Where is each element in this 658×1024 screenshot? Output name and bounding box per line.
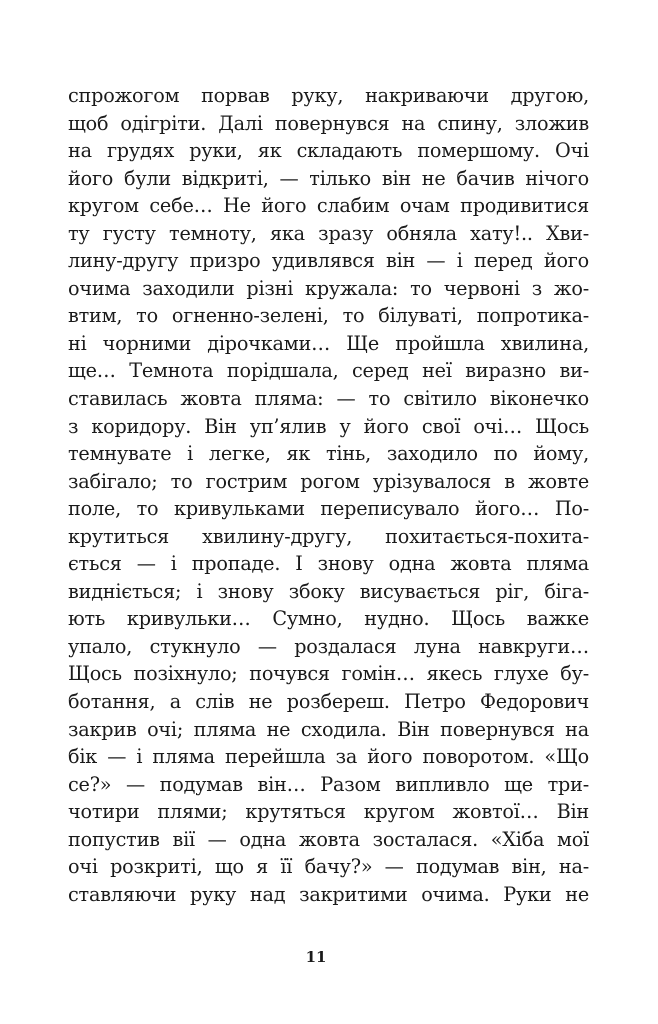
text-line: ні чорними дірочками… Ще пройшла хвилина, bbox=[68, 331, 589, 355]
text-line: очі розкриті, що я її бачу?» — подумав він, на- bbox=[68, 855, 589, 879]
text-line: закрив очі; пляма не сходила. Він повернувся на bbox=[68, 717, 589, 741]
text-line: кругом себе… Не його слабим очам продивитися bbox=[68, 194, 589, 218]
text-line: крутиться хвилину-другу, похитається-похита- bbox=[68, 524, 589, 548]
text-line: се?» — подумав він… Разом випливло ще три- bbox=[68, 772, 589, 796]
text-line: Щось позіхнуло; почувся гомін… якесь глухе бу- bbox=[68, 662, 589, 686]
text-line: видніється; і знову збоку висувається ріг, біга- bbox=[68, 579, 589, 603]
text-line: щоб одігріти. Далі повернувся на спину, зложив bbox=[68, 111, 589, 135]
text-line: бік — і пляма перейшла за його поворотом. «Що bbox=[68, 745, 589, 769]
text-line: ставилась жовта пляма: — то світило віконечко bbox=[68, 387, 589, 411]
text-line: очима заходили різні кружала: то червоні з жо- bbox=[68, 276, 589, 300]
text-line: ботання, а слів не розбереш. Петро Федорович bbox=[68, 690, 589, 714]
text-line: спрожогом порвав руку, накриваючи другою, bbox=[68, 84, 589, 107]
text-line: ставляючи руку над закритими очима. Руки не bbox=[68, 882, 589, 906]
text-line: упало, стукнуло — роздалася луна навкруги… bbox=[68, 634, 589, 658]
text-line: темнувате і легке, як тінь, заходило по йому, bbox=[68, 442, 589, 466]
text-line: лину-другу призро удивлявся він — і перед його bbox=[68, 249, 589, 273]
text-line: з коридору. Він уп’ялив у його свої очі… Щось bbox=[68, 414, 589, 438]
text-line: ще… Темнота порідшала, серед неї виразно ви- bbox=[68, 359, 589, 383]
text-line: чотири плями; крутяться кругом жовтої… Він bbox=[68, 800, 589, 824]
text-line: втим, то огненно-зелені, то білуваті, попротика- bbox=[68, 304, 589, 328]
text-line: попустив вії — одна жовта зосталася. «Хіба мої bbox=[68, 827, 589, 851]
text-line: ють кривульки… Сумно, нудно. Щось важке bbox=[68, 607, 589, 631]
text-line: поле, то кривульками переписувало його… По- bbox=[68, 497, 589, 521]
text-line: забігало; то гострим рогом урізувалося в жовте bbox=[68, 469, 589, 493]
text-line: на грудях руки, як складають помершому. Очі bbox=[68, 139, 589, 163]
body-text bbox=[68, 82, 589, 908]
text-line: ється — і пропаде. І знову одна жовта пляма bbox=[68, 552, 589, 576]
text-line: ту густу темноту, яка зразу обняла хату!.. Хви- bbox=[68, 221, 589, 245]
page-number: 11 bbox=[305, 948, 327, 966]
text-line: його були відкриті, — тілько він не бачив нічого bbox=[68, 166, 589, 190]
